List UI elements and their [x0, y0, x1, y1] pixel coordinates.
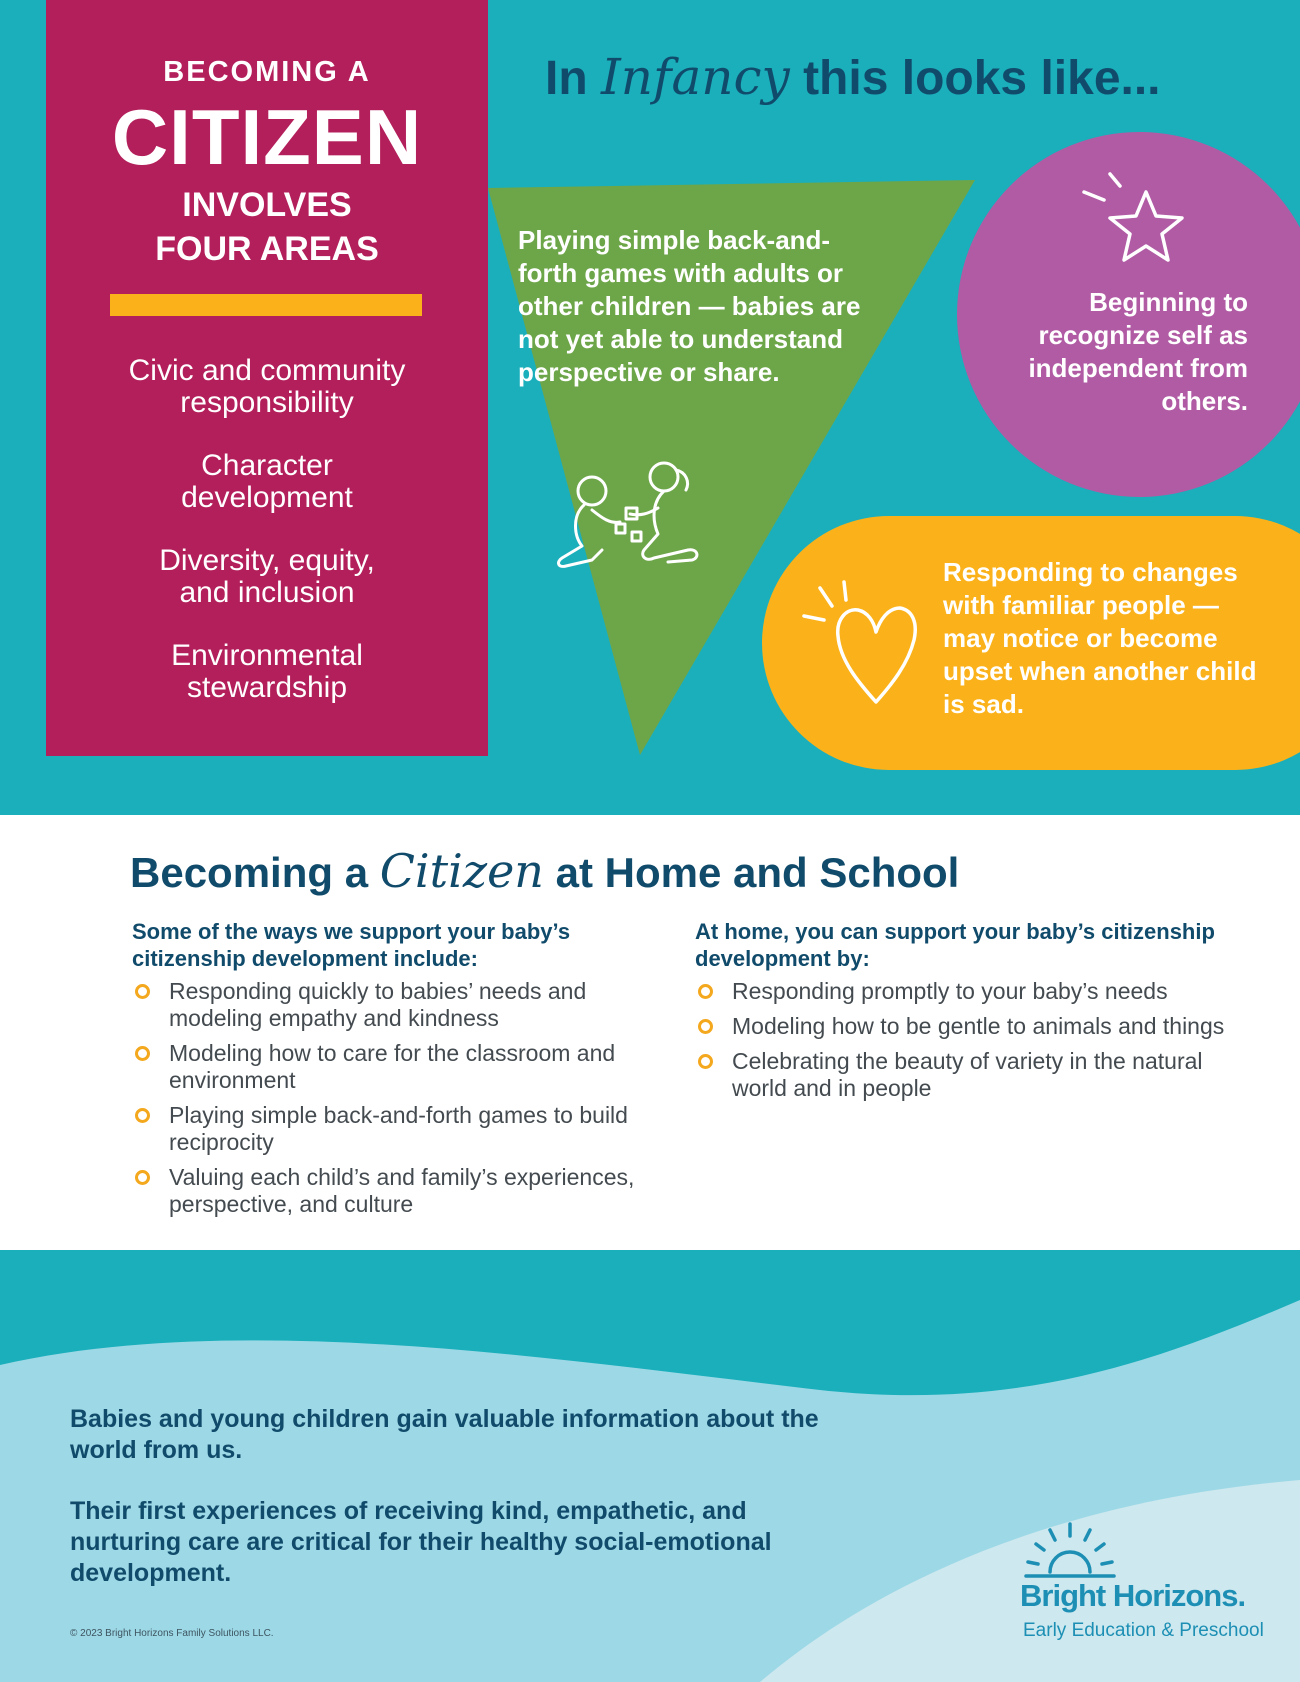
- list-item-text: Valuing each child’s and family’s experiences, perspective, and culture: [169, 1164, 635, 1217]
- list-item-text: Playing simple back-and-forth games to build reciprocity: [169, 1102, 628, 1155]
- list-item: [132, 1040, 667, 1094]
- circle-text: Beginning to recognize self as independent from others.: [1028, 287, 1248, 416]
- logo-tagline: Early Education & Preschool: [1023, 1620, 1264, 1641]
- infancy-headline: [545, 48, 1161, 106]
- pill-text: Responding to changes with familiar people — may notice or become upset when another child is sad.: [943, 557, 1257, 719]
- area-item-civic: [66, 355, 468, 419]
- yellow-divider: [110, 294, 422, 316]
- bullet-icon: [135, 1108, 150, 1123]
- triangle-text: Playing simple back-and-forth games with adults or other children — babies are not yet able to understand perspective or share.: [518, 225, 861, 387]
- panel-heading-subtitle: [46, 183, 488, 271]
- home-school-title: [130, 844, 959, 898]
- bullet-icon: [135, 1170, 150, 1185]
- list-item-text: Modeling how to care for the classroom and environment: [169, 1040, 616, 1093]
- home-support-column: [695, 918, 1240, 1110]
- area-line: stewardship: [186, 671, 348, 704]
- list-item-text: Celebrating the beauty of variety in the natural world and in people: [732, 1048, 1203, 1101]
- infancy-section: [0, 0, 1300, 815]
- bullet-icon: [698, 1019, 713, 1034]
- list-item-text: Responding promptly to your baby’s needs: [732, 978, 1168, 1004]
- sun-logo-icon: [1024, 1522, 1116, 1578]
- home-support-list: [695, 978, 1240, 1102]
- bottom-paragraph-1: Babies and young children gain valuable information about the world from us.: [70, 1405, 819, 1464]
- list-item-text: Responding quickly to babies’ needs and modeling empathy and kindness: [169, 978, 587, 1031]
- area-item-diversity: [66, 545, 468, 609]
- school-support-column: [132, 918, 667, 1226]
- logo-name: Bright Horizons.: [1020, 1578, 1246, 1613]
- list-item-text: Modeling how to be gentle to animals and things: [732, 1013, 1225, 1039]
- panel-heading-line4: FOUR AREAS: [155, 230, 379, 268]
- copyright: © 2023 Bright Horizons Family Solutions LLC.: [70, 1628, 274, 1639]
- panel-heading-line1: BECOMING A: [163, 56, 371, 88]
- area-line: and inclusion: [179, 576, 355, 609]
- mid-title-prefix: Becoming a: [130, 849, 380, 896]
- list-item: [132, 1102, 667, 1156]
- headline-prefix: In: [545, 52, 601, 105]
- bottom-wave-background: [0, 1250, 1300, 1682]
- school-support-list: [132, 978, 667, 1218]
- area-line: responsibility: [180, 386, 354, 419]
- bullet-icon: [135, 1046, 150, 1061]
- bottom-paragraph-2: Their first experiences of receiving kind, empathetic, and nurturing care are critical for their healthy social-emotional development.: [70, 1497, 772, 1587]
- panel-heading-citizen: CITIZEN: [111, 93, 423, 181]
- star-icon: [1078, 170, 1190, 272]
- list-item: [132, 978, 667, 1032]
- mid-title-script-word: Citizen: [379, 844, 544, 898]
- area-line: Environmental: [171, 639, 363, 672]
- four-areas-panel: [46, 0, 488, 756]
- children-playing-icon: [548, 458, 708, 573]
- headline-script-word: Infancy: [601, 48, 790, 106]
- panel-heading-line3: INVOLVES: [182, 186, 352, 224]
- school-support-intro: Some of the ways we support your baby’s citizenship development include:: [132, 919, 571, 971]
- list-item: [695, 978, 1240, 1005]
- list-item: [695, 1048, 1240, 1102]
- bullet-icon: [698, 984, 713, 999]
- area-line: development: [181, 481, 353, 514]
- bullet-icon: [698, 1054, 713, 1069]
- area-line: Civic and community: [128, 354, 406, 387]
- heart-icon: [800, 578, 925, 708]
- mid-title-suffix: at Home and School: [543, 849, 960, 896]
- area-item-environment: [66, 640, 468, 704]
- list-item: [132, 1164, 667, 1218]
- area-item-character: [66, 450, 468, 514]
- area-line: Character: [201, 449, 333, 482]
- area-line: Diversity, equity,: [159, 544, 375, 577]
- home-support-intro: At home, you can support your baby’s citizenship development by:: [695, 919, 1215, 971]
- list-item: [695, 1013, 1240, 1040]
- bullet-icon: [135, 984, 150, 999]
- headline-suffix: this looks like...: [789, 52, 1161, 105]
